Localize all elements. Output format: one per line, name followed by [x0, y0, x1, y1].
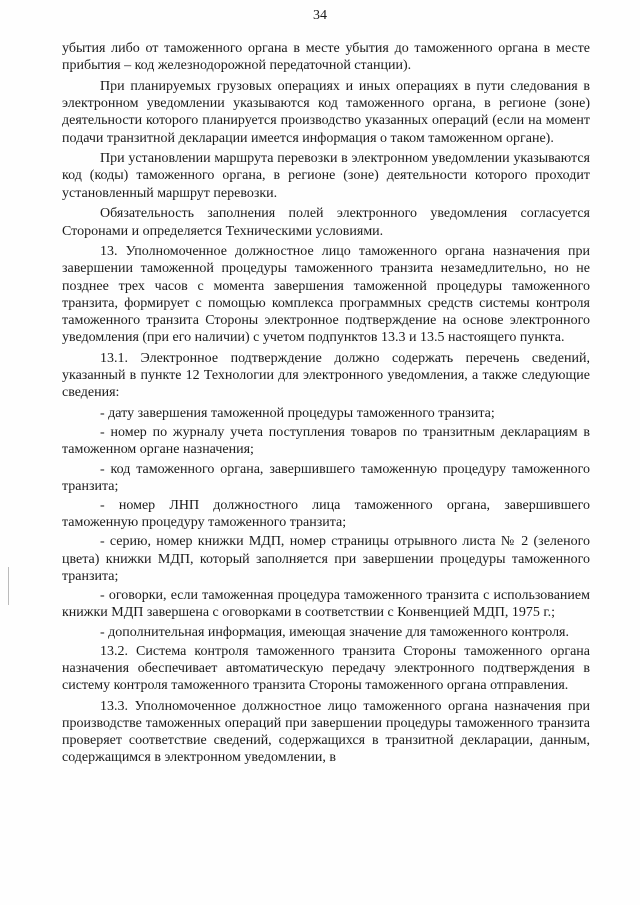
paragraph-13-3: 13.3. Уполномоченное должностное лицо таможенного органа назначения при производстве таможенных операций при завершении процедуры таможенного транзита проверяет соответствие сведений, содержащихся в транзитной декларации, данным, содержащимся в электронном уведомлении, в — [62, 698, 590, 766]
paragraph-13: 13. Уполномоченное должностное лицо таможенного органа назначения при завершении таможенной процедуры таможенного транзита незамедлительно, но не позднее трех часов с момента завершения таможенной процедуры таможенного транзита, формирует с помощью комплекса программных средств системы контроля таможенного транзита Стороны электронное подтверждение на основе электронного уведомления (при его наличии) с учетом подпунктов 13.3 и 13.5 настоящего пункта. — [62, 244, 590, 346]
document-body — [62, 40, 590, 770]
page-number: 34 — [313, 8, 327, 23]
paragraph-departure-arrival: убытия либо от таможенного органа в месте убытия до таможенного органа в месте прибытия – код железнодорожной передаточной станции). — [62, 41, 590, 74]
list-item-reservations: - оговорки, если таможенная процедура таможенного транзита с использованием книжки МДП завершена с оговорками в соответствии с Конвенцией МДП, 1975 г.; — [62, 588, 590, 621]
list-item-tir-carnet: - серию, номер книжки МДП, номер страницы отрывного листа № 2 (зеленого цвета) книжки МДП, который заполняется при завершении процедуры таможенного транзита; — [62, 534, 590, 584]
paragraph-13-2: 13.2. Система контроля таможенного транзита Стороны таможенного органа назначения обеспечивает автоматическую передачу электронного подтверждения в систему контроля таможенного транзита Стороны таможенного органа отправления. — [62, 643, 590, 694]
scan-margin-mark — [8, 567, 9, 605]
paragraph-mandatory-fields: Обязательность заполнения полей электронного уведомления согласуется Сторонами и определяется Техническими условиями. — [62, 206, 590, 239]
list-item-additional-info: - дополнительная информация, имеющая значение для таможенного контроля. — [100, 624, 569, 640]
list-item-customs-code: - код таможенного органа, завершившего таможенную процедуру таможенного транзита; — [62, 461, 590, 494]
list-item-completion-date: - дату завершения таможенной процедуры таможенного транзита; — [100, 406, 495, 422]
paragraph-route: При установлении маршрута перевозки в электронном уведомлении указываются код (коды) таможенного органа, в регионе (зоне) деятельности которого проходит установленный маршрут перевозки. — [62, 151, 590, 201]
list-item-journal-number: - номер по журналу учета поступления товаров по транзитным декларациям в таможенном органе назначения; — [62, 425, 590, 458]
list-item-officer-number: - номер ЛНП должностного лица таможенного органа, завершившего таможенную процедуру таможенного транзита; — [62, 498, 590, 531]
paragraph-13-1: 13.1. Электронное подтверждение должно содержать перечень сведений, указанный в пункте 12 Технологии для электронного уведомления, а также следующие сведения: — [62, 350, 590, 401]
paragraph-cargo-operations: При планируемых грузовых операциях и иных операциях в пути следования в электронном уведомлении указываются код таможенного органа, в регионе (зоне) деятельности которого планируется производство указанных операций (если на момент подачи транзитной декларации имеется информация о таком таможенном органе). — [62, 78, 590, 146]
